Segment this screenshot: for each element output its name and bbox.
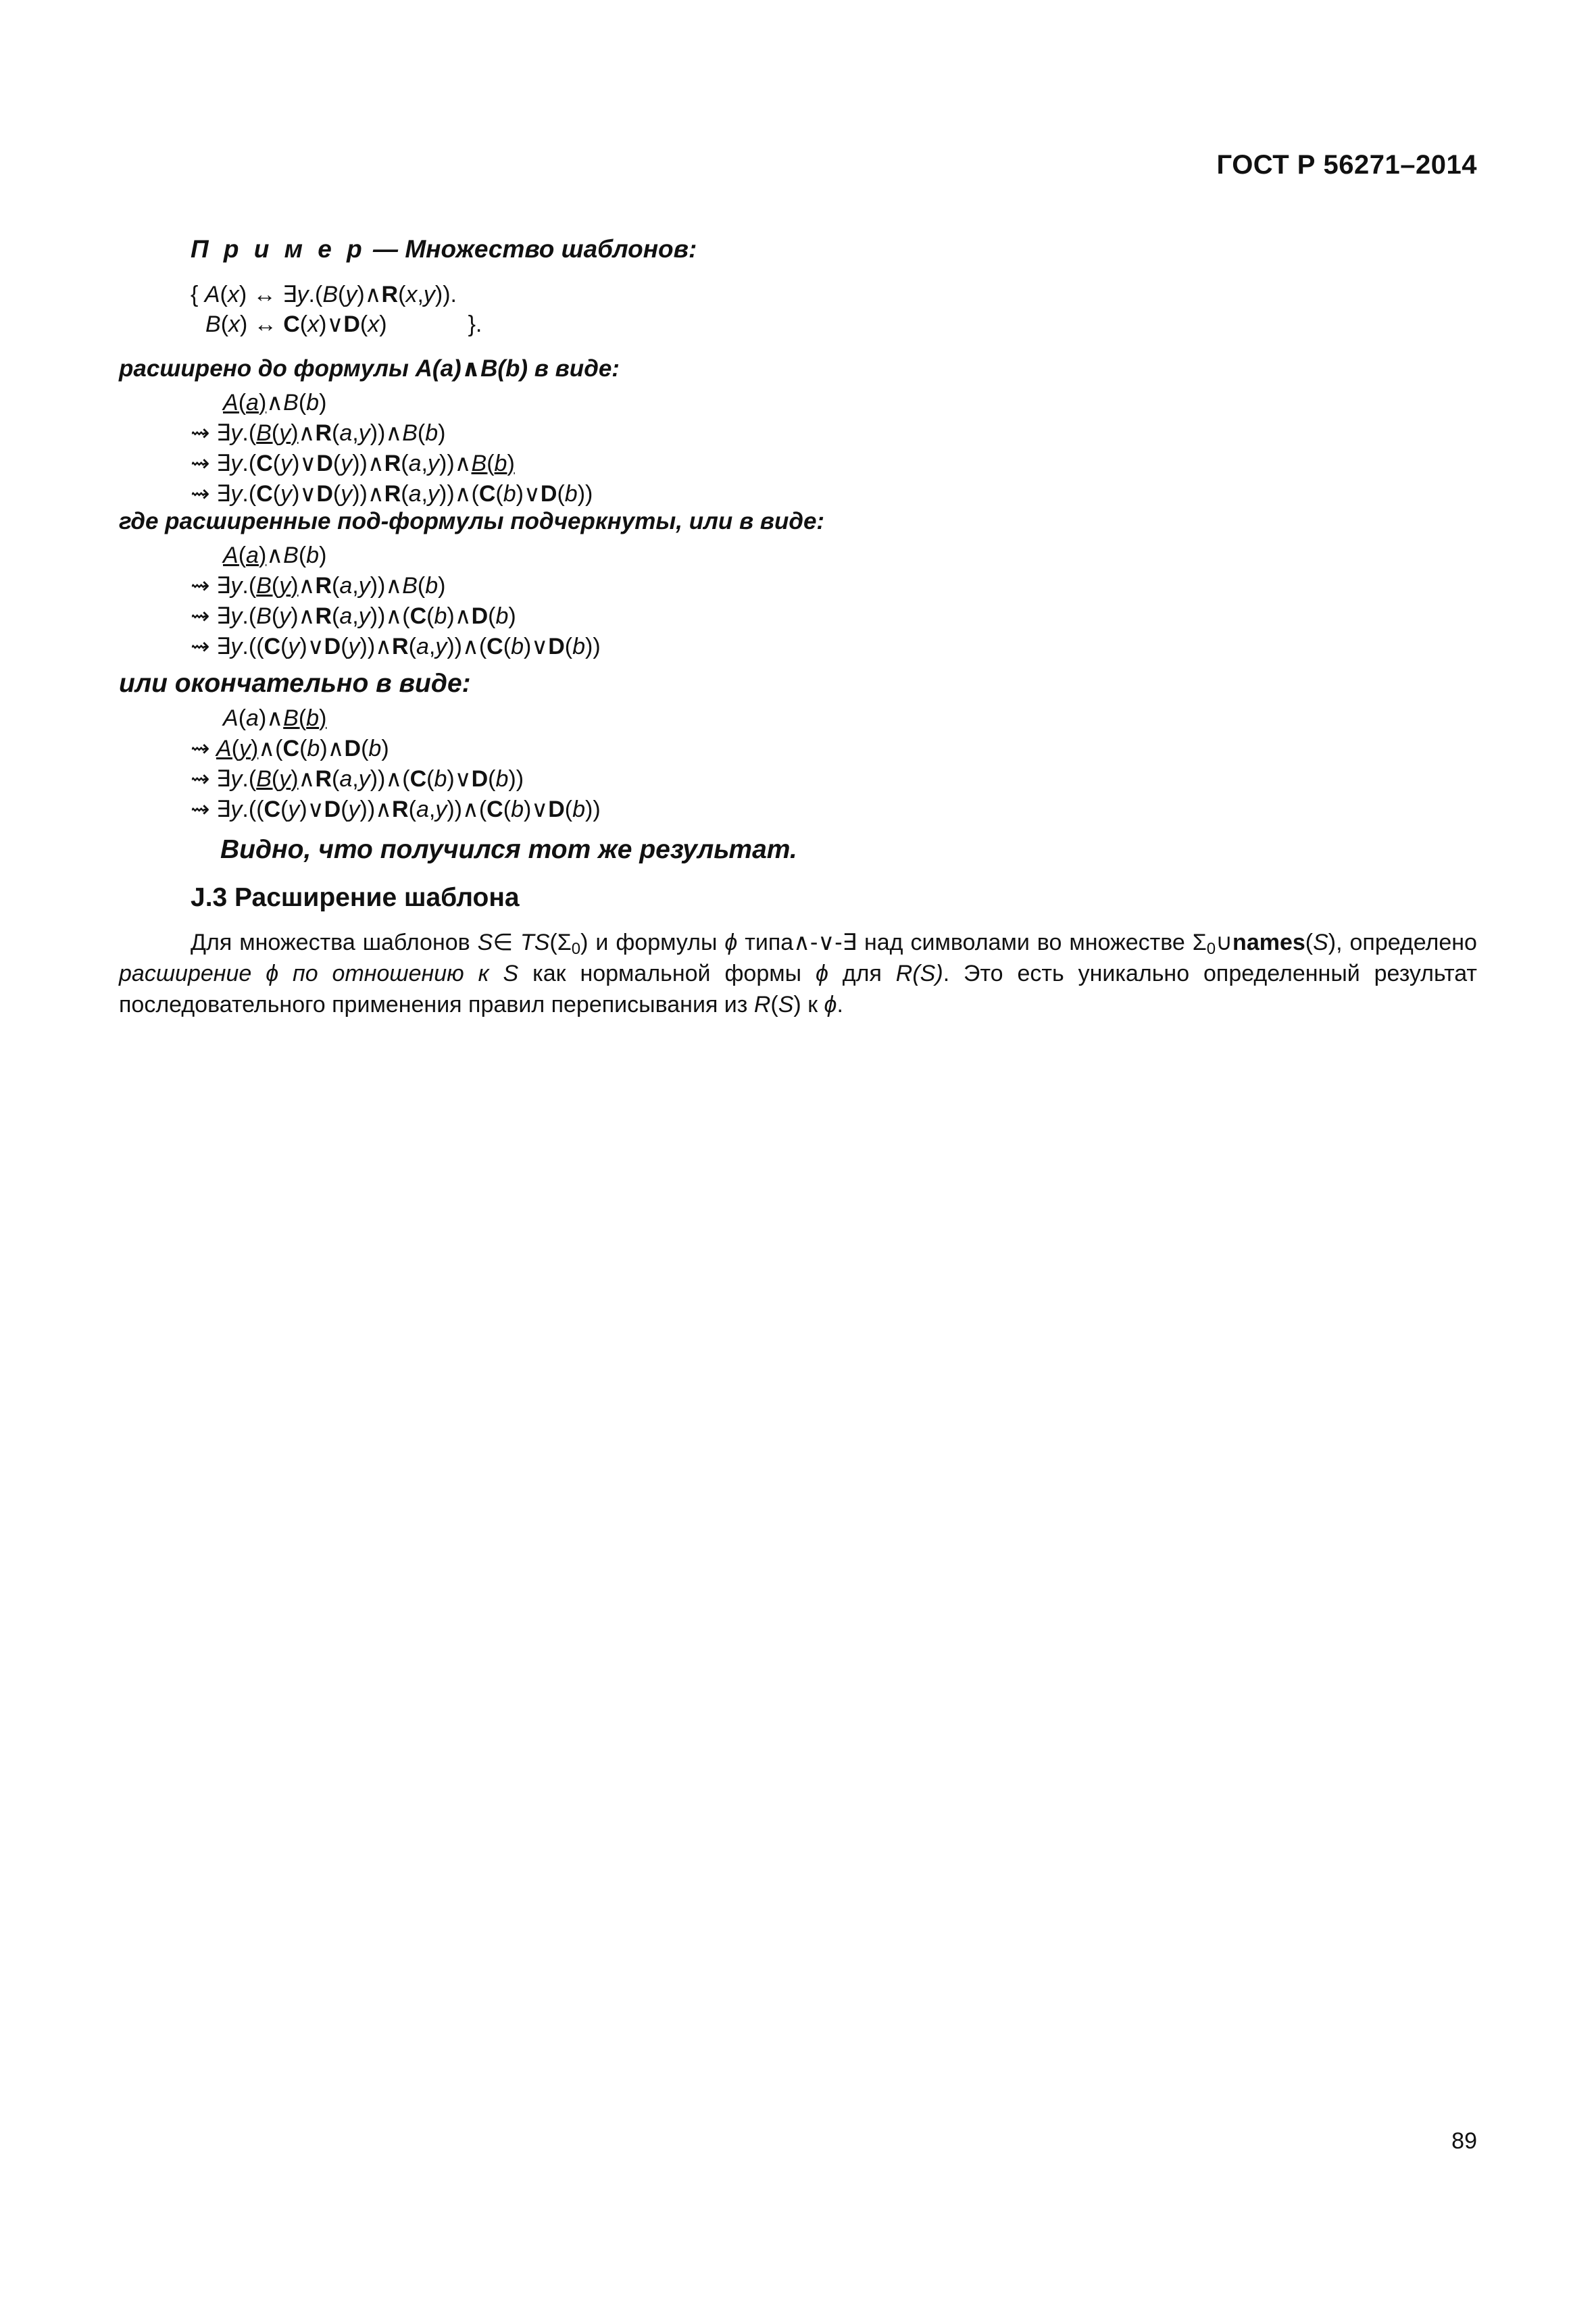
template-set-line-1: { A(x) ↔ ∃y.(B(y)∧R(x,y)). [191,282,457,307]
template-set-line-2: B(x) ↔ C(x)∨D(x) }. [205,311,482,337]
section-paragraph: Для множества шаблонов S∈ $TS(\Sigma_0)$ и формулы ϕ типа∧-∨-∃ над символами во множестве $\Sigma_0\cup names(S)$, определено расширение ϕ по отношению к S как нормальной формы ϕ для R(S). Это есть уникально определенный результат последовательного применения правил переписывания из R(S) к ϕ. [119,930,1478,1017]
expansion-3-line-1: A(a)∧B(b) [223,705,327,731]
expansion-1-heading: расширено до формулы A(a)∧B(b) в виде: [119,355,620,382]
expansion-1-line-2: ⇝ ∃y.(B(y)∧R(a,y))∧B(b) [191,420,446,446]
section-heading: J.3 Расширение шаблона [191,883,520,912]
expansion-3-line-3: ⇝ ∃y.(B(y)∧R(a,y))∧(C(b)∨D(b)) [191,766,524,792]
expansion-1-line-1: A(a)∧B(b) [223,390,327,416]
expansion-2-line-3: ⇝ ∃y.(B(y)∧R(a,y))∧(C(b)∧D(b) [191,603,516,629]
expansion-2-line-4: ⇝ ∃y.((C(y)∨D(y))∧R(a,y))∧(C(b)∨D(b)) [191,634,601,659]
expansion-1-line-3: ⇝ ∃y.(C(y)∨D(y))∧R(a,y))∧B(b) [191,451,515,476]
expansion-2-line-2: ⇝ ∃y.(B(y)∧R(a,y))∧B(b) [191,573,446,599]
example-label: П р и м е р [191,235,366,263]
page-number: 89 [1451,2128,1477,2154]
document-id-header: ГОСТ Р 56271–2014 [1216,150,1477,180]
expansion-1-line-4: ⇝ ∃y.(C(y)∨D(y))∧R(a,y))∧(C(b)∨D(b)) [191,481,593,507]
expansion-3-line-2: ⇝ A(y)∧(C(b)∧D(b) [191,736,389,761]
example-caption: — Множество шаблонов: [373,235,697,263]
example-title [191,235,697,263]
conclusion-text: Видно, что получился тот же результат. [220,835,797,864]
expansion-2-heading: где расширенные под-формулы подчеркнуты, или в виде: [119,508,825,534]
expansion-3-line-4: ⇝ ∃y.((C(y)∨D(y))∧R(a,y))∧(C(b)∨D(b)) [191,797,601,822]
expansion-2-line-1: A(a)∧B(b) [223,543,327,568]
expansion-3-heading: или окончательно в виде: [119,669,471,698]
